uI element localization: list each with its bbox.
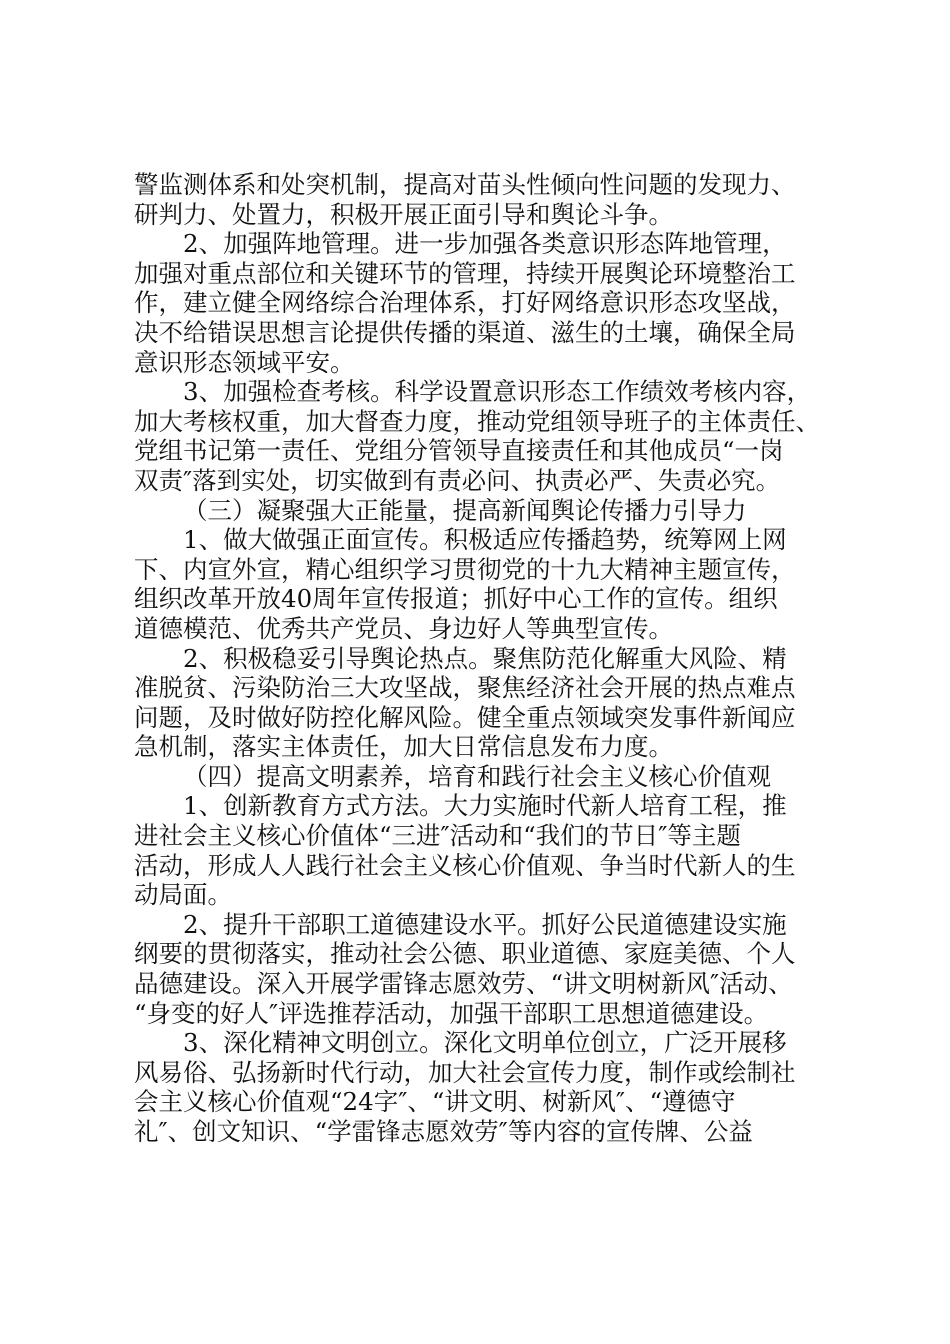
text-line: 加大考核权重，加大督查力度，推动党组领导班子的主体责任、	[134, 406, 820, 436]
text-line: 2、加强阵地管理。进一步加强各类意识形态阵地管理，	[183, 229, 787, 259]
text-line: 加强对重点部位和关键环节的管理，持续开展舆论环境整治工	[134, 258, 796, 288]
text-line: 风易俗、弘扬新时代行动，加大社会宣传力度，制作或绘制社	[134, 1057, 796, 1087]
text-line: 下、内宣外宣，精心组织学习贯彻党的十九大精神主题宣传，	[134, 554, 796, 584]
text-line: 问题，及时做好防控化解风险。健全重点领域突发事件新闻应	[134, 702, 796, 732]
body-text	[134, 170, 834, 1147]
text-line: 动局面。	[134, 880, 232, 910]
text-line: 警监测体系和处突机制，提高对苗头性倾向性问题的发现力、	[134, 170, 796, 199]
text-line: 礼″、创文知识、“学雷锋志愿效劳″等内容的宣传牌、公益	[134, 1117, 753, 1146]
text-line: 准脱贫、污染防治三大攻坚战，聚焦经济社会开展的热点难点	[134, 673, 796, 703]
text-line: “身变的好人″评选推荐活动，加强干部职工思想道德建设。	[134, 998, 769, 1028]
text-line: 3、加强检查考核。科学设置意识形态工作绩效考核内容，	[183, 377, 812, 407]
text-line: 道德模范、优秀共产党员、身边好人等典型宣传。	[134, 613, 673, 643]
text-line: 纲要的贯彻落实，推动社会公德、职业道德、家庭美德、个人	[134, 939, 796, 969]
text-line: 2、积极稳妥引导舆论热点。聚焦防范化解重大风险、精	[183, 643, 787, 673]
text-line: 作，建立健全网络综合治理体系，打好网络意识形态攻坚战，	[134, 288, 796, 318]
text-line: 研判力、处置力，积极开展正面引导和舆论斗争。	[134, 199, 673, 229]
text-line: 组织改革开放40周年宣传报道；抓好中心工作的宣传。组织	[134, 584, 778, 614]
text-line: 决不给错误思想言论提供传播的渠道、滋生的土壤，确保全局	[134, 317, 796, 347]
text-line: 双责″落到实处，切实做到有责必问、执责必严、失责必究。	[134, 465, 781, 495]
text-line: 2、提升干部职工道德建设水平。抓好公民道德建设实施	[183, 909, 787, 939]
text-line: 3、深化精神文明创立。深化文明单位创立，广泛开展移	[183, 1028, 787, 1058]
text-line: 1、做大做强正面宣传。积极适应传播趋势，统筹网上网	[183, 525, 787, 555]
section-heading: （三）凝聚强大正能量，提高新闻舆论传播力引导力	[183, 495, 747, 525]
text-line: 1、创新教育方式方法。大力实施时代新人培育工程，推	[183, 791, 787, 821]
section-heading: （四）提高文明素养，培育和践行社会主义核心价值观	[183, 761, 771, 791]
text-line: 意识形态领域平安。	[134, 347, 355, 377]
text-line: 进社会主义核心价值体“三进″活动和“我们的节日″等主题	[134, 821, 741, 851]
text-line: 品德建设。深入开展学雷锋志愿效劳、“讲文明树新风″活动、	[134, 969, 793, 999]
text-line: 活动，形成人人践行社会主义核心价值观、争当时代新人的生	[134, 850, 796, 880]
text-line: 急机制，落实主体责任，加大日常信息发布力度。	[134, 732, 673, 762]
text-line: 会主义核心价值观“24字″、“讲文明、树新风″、“遵德守	[134, 1087, 736, 1117]
text-line: 党组书记第一责任、党组分管领导直接责任和其他成员“一岗	[134, 436, 784, 466]
